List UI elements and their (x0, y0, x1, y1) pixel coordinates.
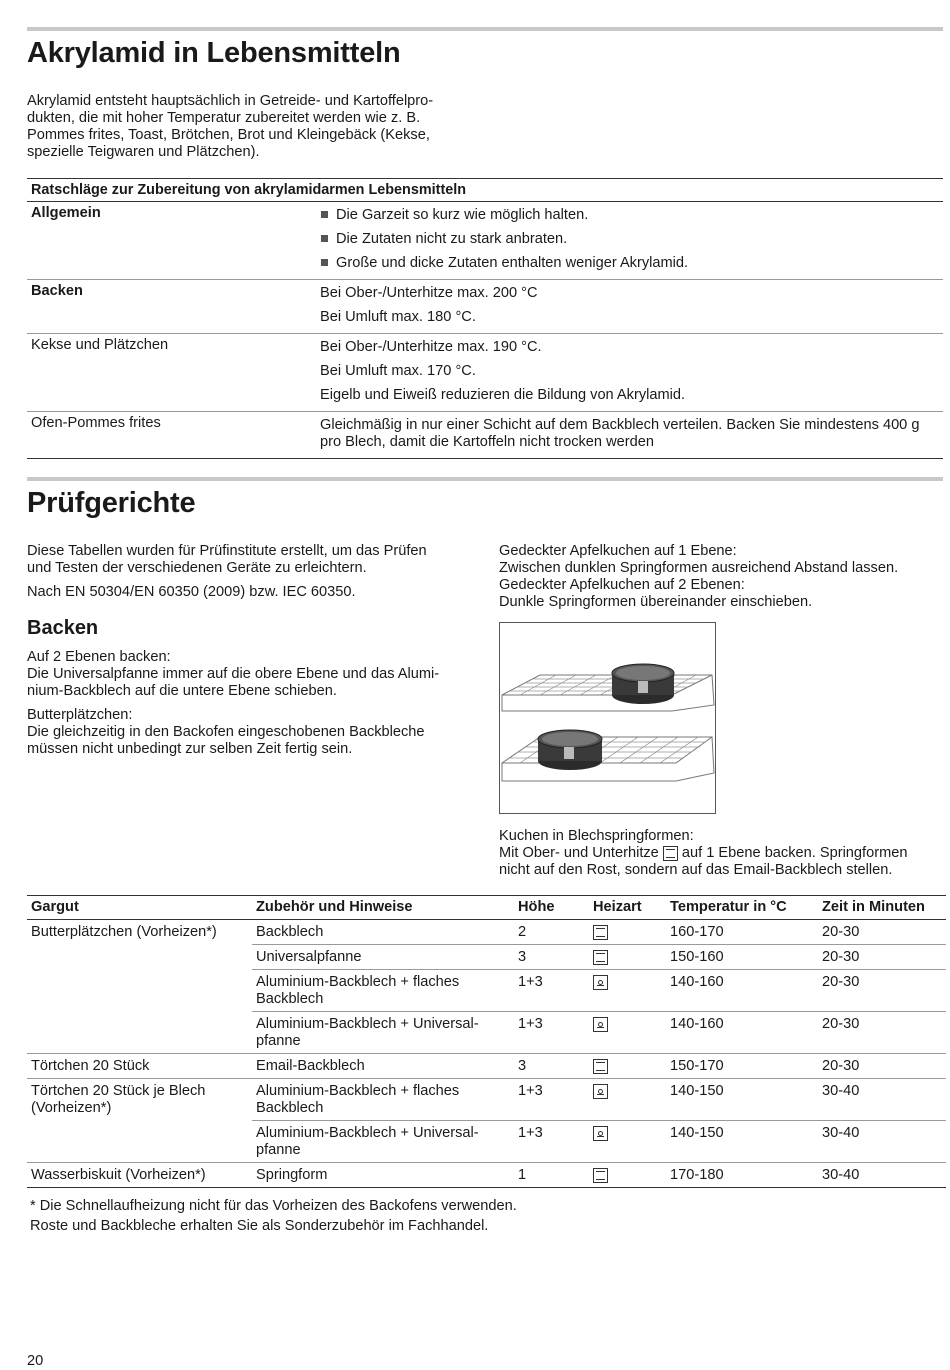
cell-zeit: 20-30 (818, 945, 946, 970)
table-row (27, 1079, 946, 1121)
table-title: Ratschläge zur Zubereitung von akrylamidarmen Lebensmitteln (27, 178, 943, 202)
list-item (320, 337, 943, 361)
top-bottom-heat-icon (593, 950, 608, 965)
list-item (320, 229, 943, 253)
row-items (320, 415, 943, 456)
table-row (27, 1054, 946, 1079)
cell-hoehe: 1+3 (514, 1012, 589, 1054)
top-bottom-heat-icon (593, 1059, 608, 1074)
cell-zubehoer: Aluminium-Backblech + flaches Backblech (252, 1079, 514, 1121)
hot-air-icon (593, 975, 608, 990)
intro-text: Akrylamid entsteht hauptsächlich in Getreide- und Kartoffelpro- dukten, die mit hoher Temperatur zubereitet werden wie z. B. Pommes frites, Toast, Brötchen, Brot und Kleingebäck (Kekse, spezielle Teigwaren und Plätzchen). (27, 93, 434, 160)
acrylamide-tips-table (27, 178, 943, 459)
table-row (27, 412, 943, 459)
cell-zeit: 20-30 (818, 920, 946, 945)
list-item (320, 307, 943, 331)
table-row (27, 280, 943, 334)
list-item (320, 415, 943, 456)
cell-hoehe: 3 (514, 1054, 589, 1079)
cell-zeit: 30-40 (818, 1163, 946, 1188)
list-item (320, 283, 943, 307)
column-header: Gargut (27, 896, 252, 920)
heating-mode-cell (589, 1054, 666, 1079)
table-row (27, 945, 946, 970)
cell-temp: 150-160 (666, 945, 818, 970)
cell-gargut (27, 1012, 252, 1054)
bullet-icon (321, 211, 328, 218)
page-number: 20 (27, 1353, 44, 1369)
column-header: Temperatur in °C (666, 896, 818, 920)
row-label: Allgemein (31, 205, 101, 221)
section-rule (27, 477, 943, 481)
cell-gargut: Butterplätzchen (Vorheizen*) (31, 924, 217, 940)
cell-zeit: 30-40 (818, 1079, 946, 1121)
row-label: Ofen-Pommes frites (31, 415, 161, 431)
cell-zubehoer: Aluminium-Backblech + Universal- pfanne (252, 1012, 514, 1054)
list-item (320, 361, 943, 385)
paragraph: Gedeckter Apfelkuchen auf 1 Ebene: Zwischen dunklen Springformen ausreichend Abstand lassen. Gedeckter Apfelkuchen auf 2 Ebenen: Dunkle Springformen übereinander einschieben. (499, 543, 899, 610)
cell-gargut (27, 1121, 252, 1163)
cell-zubehoer: Aluminium-Backblech + Universal- pfanne (252, 1121, 514, 1163)
paragraph: Auf 2 Ebenen backen: Die Universalpfanne immer auf die obere Ebene und das Alumi- nium-Backblech auf die untere Ebene schieben. (27, 649, 440, 699)
item-text: Große und dicke Zutaten enthalten weniger Akrylamid. (336, 255, 689, 271)
list-item (320, 385, 943, 409)
list-item (320, 205, 943, 229)
column-header: Heizart (589, 896, 666, 920)
table-row (27, 334, 943, 412)
item-text: Bei Umluft max. 180 °C. (320, 309, 476, 325)
hot-air-icon (593, 1084, 608, 1099)
section-title: Prüfgerichte (27, 487, 196, 519)
row-label: Kekse und Plätzchen (31, 337, 169, 353)
caption: nicht auf den Rost, sondern auf das Email-Backblech stellen. (499, 862, 893, 878)
cell-temp: 170-180 (666, 1163, 818, 1188)
heating-mode-cell (589, 1163, 666, 1188)
item-text: Eigelb und Eiweiß reduzieren die Bildung von Akrylamid. (320, 387, 686, 403)
top-bottom-heat-icon (663, 846, 678, 861)
cell-zubehoer: Email-Backblech (252, 1054, 514, 1079)
row-items (320, 205, 943, 277)
cell-zeit: 20-30 (818, 970, 946, 1012)
section-title: Akrylamid in Lebensmitteln (27, 37, 401, 69)
item-text: Bei Umluft max. 170 °C. (320, 363, 476, 379)
test-dishes-table (27, 895, 946, 1188)
cell-zeit: 30-40 (818, 1121, 946, 1163)
cell-hoehe: 1+3 (514, 1121, 589, 1163)
cell-zeit: 20-30 (818, 1012, 946, 1054)
top-bottom-heat-icon (593, 925, 608, 940)
cell-gargut: Wasserbiskuit (Vorheizen*) (27, 1163, 252, 1188)
item-text: Die Garzeit so kurz wie möglich halten. (336, 207, 589, 223)
paragraph: Butterplätzchen: Die gleichzeitig in den Backofen eingeschobenen Backbleche müssen nicht unbedingt zur selben Zeit fertig sein. (27, 707, 425, 757)
heating-mode-cell (589, 1121, 666, 1163)
item-text: Gleichmäßig in nur einer Schicht auf dem Backblech verteilen. Backen Sie mindestens 400 g pro Blech, damit die Kartoffeln nicht trocken werden (320, 417, 920, 450)
caption (499, 845, 944, 862)
cell-hoehe: 1+3 (514, 1079, 589, 1121)
list-item (320, 253, 943, 277)
cell-gargut: Törtchen 20 Stück je Blech (Vorheizen*) (31, 1083, 206, 1116)
heating-mode-cell (589, 945, 666, 970)
table-row (27, 920, 946, 945)
cell-gargut (27, 970, 252, 1012)
row-label: Backen (31, 283, 83, 299)
bullet-icon (321, 235, 328, 242)
cell-temp: 150-170 (666, 1054, 818, 1079)
cell-gargut: Törtchen 20 Stück (27, 1054, 252, 1079)
row-items (320, 337, 943, 409)
table-row (27, 202, 943, 280)
heating-mode-cell (589, 1012, 666, 1054)
cell-zubehoer: Universalpfanne (252, 945, 514, 970)
cell-temp: 160-170 (666, 920, 818, 945)
table-row (27, 1012, 946, 1054)
heating-mode-cell (589, 1079, 666, 1121)
column-header: Zeit in Minuten (818, 896, 946, 920)
table-row (27, 970, 946, 1012)
cell-temp: 140-150 (666, 1121, 818, 1163)
cell-hoehe: 1 (514, 1163, 589, 1188)
cell-zubehoer: Backblech (252, 920, 514, 945)
caption: Kuchen in Blechspringformen: (499, 828, 694, 844)
caption-text: Mit Ober- und Unterhitze (499, 845, 659, 861)
cell-gargut (27, 945, 252, 970)
top-bottom-heat-icon (593, 1168, 608, 1183)
cell-zubehoer: Aluminium-Backblech + flaches Backblech (252, 970, 514, 1012)
springform-illustration (499, 622, 716, 814)
standard-reference: Nach EN 50304/EN 60350 (2009) bzw. IEC 60350. (27, 584, 356, 600)
row-items (320, 283, 943, 331)
cell-hoehe: 3 (514, 945, 589, 970)
caption-text: auf 1 Ebene backen. Springformen (681, 845, 908, 861)
item-text: Bei Ober-/Unterhitze max. 200 °C (320, 285, 538, 301)
table-row (27, 1121, 946, 1163)
item-text: Die Zutaten nicht zu stark anbraten. (336, 231, 568, 247)
intro-text: Diese Tabellen wurden für Prüfinstitute erstellt, um das Prüfen und Testen der verschiedenen Geräte zu erleichtern. (27, 543, 427, 576)
footnote: Roste und Backbleche erhalten Sie als Sonderzubehör im Fachhandel. (30, 1218, 489, 1234)
footnote: * Die Schnellaufheizung nicht für das Vorheizen des Backofens verwenden. (30, 1198, 517, 1214)
item-text: Bei Ober-/Unterhitze max. 190 °C. (320, 339, 542, 355)
table-header-row (27, 896, 946, 920)
hot-air-icon (593, 1126, 608, 1141)
hot-air-icon (593, 1017, 608, 1032)
subsection-title: Backen (27, 617, 99, 639)
section-rule (27, 27, 943, 31)
cell-hoehe: 2 (514, 920, 589, 945)
bullet-icon (321, 259, 328, 266)
heating-mode-cell (589, 920, 666, 945)
cell-temp: 140-150 (666, 1079, 818, 1121)
cell-temp: 140-160 (666, 970, 818, 1012)
cell-hoehe: 1+3 (514, 970, 589, 1012)
column-header: Zubehör und Hinweise (252, 896, 514, 920)
cell-temp: 140-160 (666, 1012, 818, 1054)
table-row (27, 1163, 946, 1188)
cell-zubehoer: Springform (252, 1163, 514, 1188)
column-header: Höhe (514, 896, 589, 920)
cell-zeit: 20-30 (818, 1054, 946, 1079)
heating-mode-cell (589, 970, 666, 1012)
